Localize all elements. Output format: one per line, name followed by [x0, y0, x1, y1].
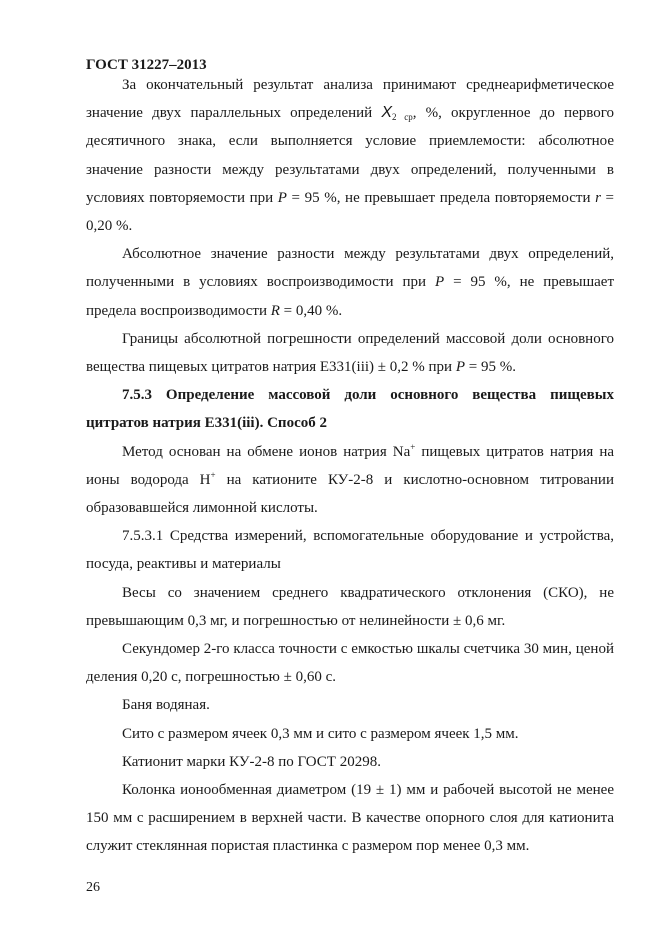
paragraph-ion-exchange-column: Колонка ионообменная диаметром (19 ± 1) мм и рабочей высотой не менее 150 мм с расширением в верхней части. В качестве опорного слоя для катионита служит стеклянная пористая пластинка с размером пор менее 0,3 мм.	[86, 782, 614, 855]
page-number: 26	[86, 880, 100, 895]
text-segment: = 0,40 %.	[279, 302, 343, 319]
text-segment: пищевых цитратов натрия на ионы водорода H	[86, 443, 615, 488]
paragraph-method	[86, 438, 614, 523]
text-segment: За окончательный результат анализа принимают среднеарифметическое значение двух параллельных определений	[86, 77, 614, 122]
paragraph-final-result	[86, 71, 614, 240]
paragraph-water-bath: Баня водяная.	[122, 697, 210, 714]
text-segment: = 95 %.	[465, 359, 516, 376]
variable-p: P	[434, 274, 445, 291]
variable-p: P	[277, 189, 287, 206]
variable-r-upper: R	[270, 302, 280, 319]
paragraph-reproducibility	[86, 240, 614, 325]
text-segment: Границы абсолютной погрешности определений массовой доли основного вещества пищевых цитратов натрия Е331(iii) ± 0,2 % при	[86, 330, 614, 376]
paragraph-scales: Весы со значением среднего квадратического отклонения (СКО), не превышающим 0,3 мг, и погрешностью от нелинейности ± 0,6 мг.	[86, 584, 614, 629]
text-segment: на катионите КУ-2-8 и кислотно-основном титровании образовавшейся лимонной кислоты.	[86, 471, 614, 517]
document-body	[86, 71, 614, 861]
variable-p: P	[455, 359, 465, 376]
text-segment: Абсолютное значение разности между результатами двух определений, полученными в условиях воспроизводимости при	[86, 246, 614, 291]
paragraph-sieves: Сито с размером ячеек 0,3 мм и сито с размером ячеек 1,5 мм.	[122, 725, 519, 742]
document-header: ГОСТ 31227–2013	[86, 57, 207, 73]
section-heading-7-5-3: 7.5.3 Определение массовой доли основного вещества пищевых цитратов натрия Е331(iii). Способ 2	[86, 387, 614, 432]
paragraph-stopwatch: Секундомер 2-го класса точности с емкостью шкалы счетчика 30 мин, ценой деления 0,20 с, погрешностью ± 0,60 с.	[86, 641, 614, 686]
superscript-plus: +	[210, 469, 216, 480]
paragraph-error-bounds	[86, 325, 614, 381]
text-segment: Метод основан на обмене ионов натрия Na	[122, 443, 411, 460]
text-segment: = 95 %, не превышает предела воспроизводимости	[86, 274, 615, 319]
variable-x-subscript: 2 ср	[392, 112, 413, 123]
variable-x: X	[381, 104, 393, 122]
text-segment: = 95 %, не превышает предела повторяемости	[286, 189, 596, 206]
paragraph-7-5-3-1: 7.5.3.1 Средства измерений, вспомогательные оборудование и устройства, посуда, реактивы и материалы	[86, 528, 614, 573]
paragraph-cation-exchanger: Катионит марки КУ-2-8 по ГОСТ 20298.	[122, 753, 381, 770]
text-segment: = 0,20 %.	[86, 189, 614, 235]
superscript-plus: +	[410, 441, 416, 452]
text-segment: , %, округленное до первого десятичного знака, если выполняется условие приемлемости: абсолютное значение разности между результатами двух определений, полученными в условиях повторяемости при	[86, 105, 614, 206]
variable-r: r	[595, 189, 601, 206]
